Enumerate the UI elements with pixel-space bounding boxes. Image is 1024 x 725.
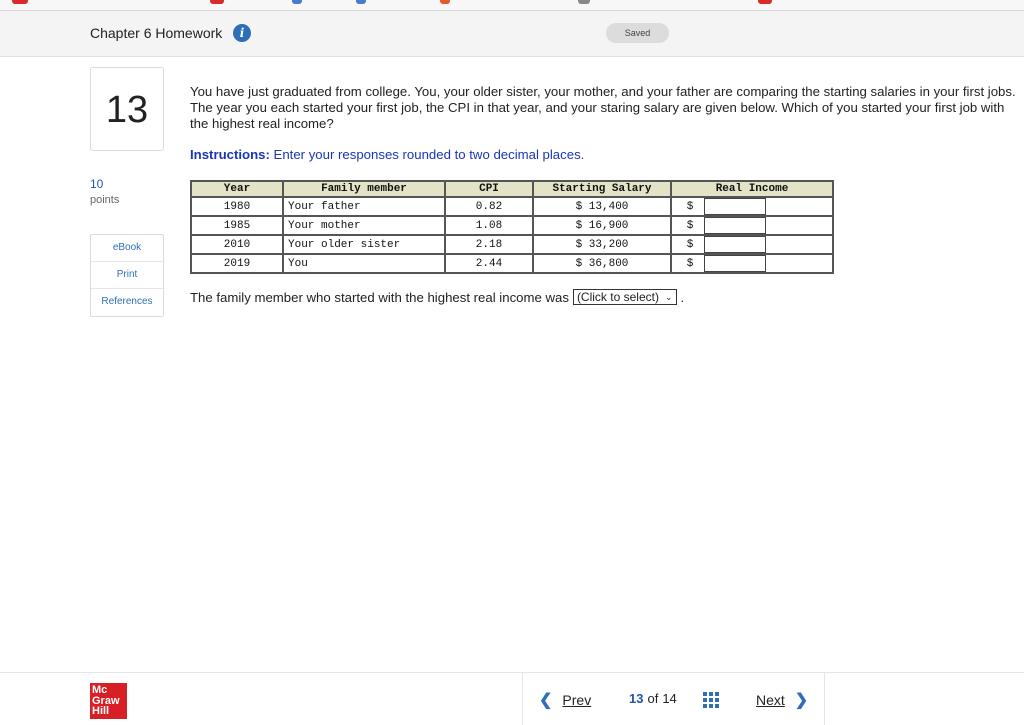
assignment-title: Chapter 6 Homework <box>90 25 223 41</box>
real-income-input-father[interactable] <box>704 198 766 215</box>
currency-symbol: $ <box>686 219 694 232</box>
info-icon[interactable]: i <box>233 24 251 42</box>
bookmark-fragment <box>440 0 450 4</box>
page-indicator <box>629 691 677 706</box>
currency-symbol: $ <box>686 257 694 270</box>
instructions <box>190 147 584 162</box>
real-income-input-mother[interactable] <box>704 217 766 234</box>
cell-family-member: Your father <box>283 197 445 216</box>
table-row <box>191 197 833 216</box>
cell-starting-salary: $ 16,900 <box>533 216 671 235</box>
family-member-select[interactable] <box>573 289 677 305</box>
mcgraw-hill-logo <box>90 683 127 719</box>
cell-cpi: 2.44 <box>445 254 533 273</box>
answer-suffix: . <box>680 289 685 305</box>
cell-real-income <box>671 254 833 273</box>
bookmark-fragment <box>210 0 224 4</box>
question-text: You have just graduated from college. You, your older sister, your mother, and your father are comparing the starting salaries in your first jobs. The year you each started your first job, the CPI in that year, and your staring salary are given below. Which of you started your first job with the highest real income? <box>190 84 1016 131</box>
logo-line: Graw <box>92 694 120 707</box>
cell-real-income <box>671 216 833 235</box>
answer-sentence <box>190 289 684 305</box>
ebook-link[interactable]: eBook <box>91 235 163 262</box>
cell-cpi: 0.82 <box>445 197 533 216</box>
cell-family-member: You <box>283 254 445 273</box>
cell-starting-salary: $ 36,800 <box>533 254 671 273</box>
grid-icon[interactable] <box>703 692 719 708</box>
prev-button[interactable] <box>539 690 591 710</box>
salary-table <box>190 180 834 274</box>
cell-year: 2010 <box>191 235 283 254</box>
header-starting-salary: Starting Salary <box>533 181 671 197</box>
cell-starting-salary: $ 13,400 <box>533 197 671 216</box>
instructions-label: Instructions: <box>190 147 270 162</box>
table-header-row <box>191 181 833 197</box>
bookmark-fragment <box>578 0 590 4</box>
question-number: 13 <box>90 67 164 151</box>
select-value: (Click to select) <box>576 290 659 304</box>
assignment-header <box>0 11 1024 57</box>
cell-year: 1985 <box>191 216 283 235</box>
cell-starting-salary: $ 33,200 <box>533 235 671 254</box>
question-navigation <box>522 673 825 725</box>
bookmark-fragment <box>356 0 366 4</box>
next-button[interactable] <box>756 690 808 710</box>
table-row <box>191 216 833 235</box>
table-row <box>191 235 833 254</box>
cell-family-member: Your older sister <box>283 235 445 254</box>
current-page: 13 <box>629 691 644 706</box>
bookmark-fragment <box>292 0 302 4</box>
real-income-input-sister[interactable] <box>704 236 766 253</box>
currency-symbol: $ <box>686 238 694 251</box>
prev-label: Prev <box>562 692 592 708</box>
cell-year: 2019 <box>191 254 283 273</box>
header-year: Year <box>191 181 283 197</box>
chevron-right-icon: ❯ <box>794 692 809 709</box>
logo-line: Hill <box>92 705 110 717</box>
total-pages: 14 <box>662 691 677 706</box>
header-family-member: Family member <box>283 181 445 197</box>
chevron-down-icon: ⌄ <box>664 291 673 302</box>
table-row <box>191 254 833 273</box>
real-income-input-you[interactable] <box>704 255 766 272</box>
header-cpi: CPI <box>445 181 533 197</box>
next-label: Next <box>756 692 785 708</box>
cell-family-member: Your mother <box>283 216 445 235</box>
points-label: points <box>90 194 120 206</box>
currency-symbol: $ <box>686 200 694 213</box>
cell-cpi: 2.18 <box>445 235 533 254</box>
logo-line: Mc <box>92 684 108 696</box>
instructions-text: Enter your responses rounded to two decimal places. <box>269 147 585 162</box>
print-link[interactable]: Print <box>91 262 163 289</box>
chevron-left-icon: ❮ <box>539 692 553 709</box>
header-real-income: Real Income <box>671 181 833 197</box>
footer-bar <box>0 672 1024 725</box>
cell-real-income <box>671 235 833 254</box>
saved-status-badge: Saved <box>606 23 669 43</box>
bookmark-fragment <box>758 0 772 4</box>
answer-prefix: The family member who started with the highest real income was <box>190 289 569 305</box>
cell-cpi: 1.08 <box>445 216 533 235</box>
references-link[interactable]: References <box>101 296 153 307</box>
cell-real-income <box>671 197 833 216</box>
browser-bookmark-strip <box>0 0 1024 11</box>
points-value: 10 <box>90 177 104 191</box>
of-label: of <box>647 691 659 706</box>
cell-year: 1980 <box>191 197 283 216</box>
bookmark-fragment <box>12 0 28 4</box>
resource-links <box>90 234 164 317</box>
